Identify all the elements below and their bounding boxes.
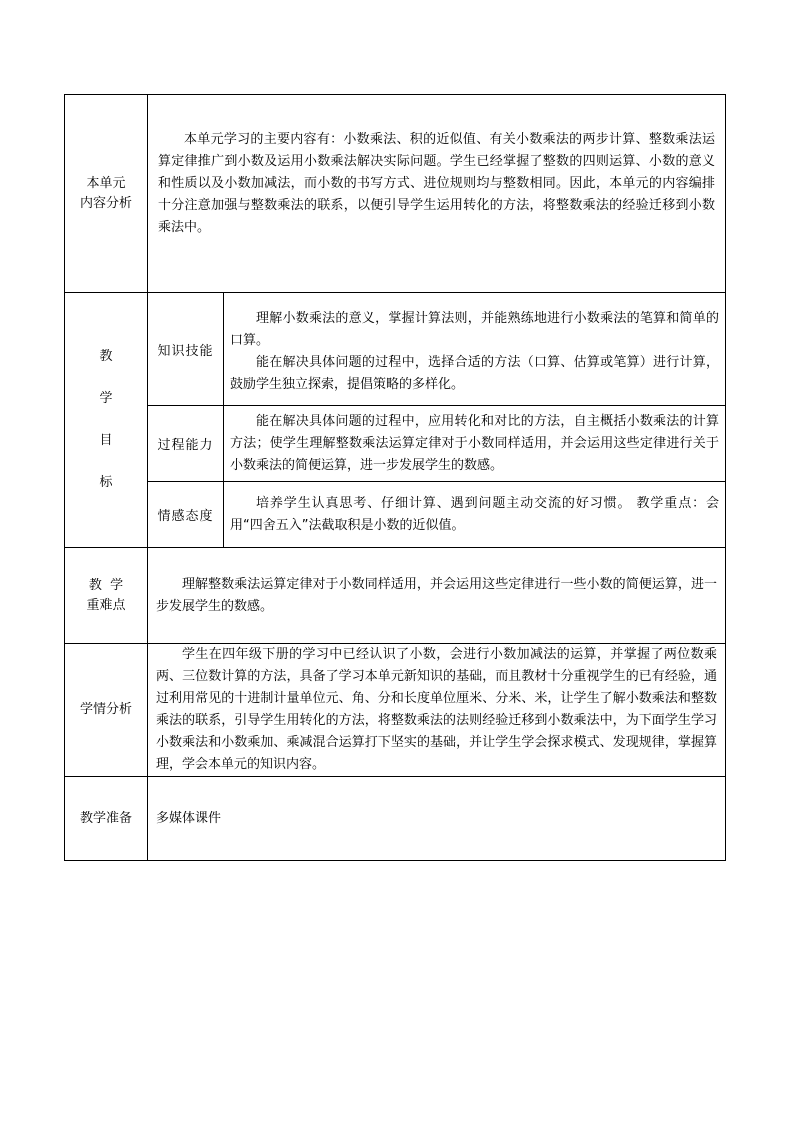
unit-content-label-line2: 内容分析 bbox=[79, 195, 132, 211]
objectives-label-char-1: 教 bbox=[99, 349, 113, 364]
preparation-cell bbox=[148, 777, 726, 861]
learning-analysis-label: 学情分析 bbox=[65, 644, 148, 777]
objectives-label bbox=[65, 293, 148, 548]
key-points-row bbox=[65, 548, 726, 644]
preparation-label: 教学准备 bbox=[65, 777, 148, 861]
unit-content-label bbox=[65, 95, 148, 293]
objective-attitude-row bbox=[65, 482, 726, 548]
objectives-label-char-2: 学 bbox=[99, 391, 113, 406]
key-points-label-line1: 教 学 bbox=[88, 577, 124, 593]
preparation-row bbox=[65, 777, 726, 861]
process-ability-label: 过程能力 bbox=[148, 406, 224, 482]
knowledge-skills-text-1: 理解小数乘法的意义，掌握计算法则，并能熟练地进行小数乘法的笔算和简单的口算。 bbox=[230, 311, 720, 348]
learning-analysis-text: 学生在四年级下册的学习中已经认识了小数，会进行小数加减法的运算，并掌握了两位数乘两、三位数计算的方法，具备了学习本单元新知识的基础，而且教材十分重视学生的已有经验，通过利用常见的十进制计量单位元、角、分和长度单位厘米、分米、米，让学生了解小数乘法和整数乘法的联系，引导学生用转化的方法，将整数乘法的法则经验迁移到小数乘法中，为下面学生学习小数乘法和小数乘加、乘减混合运算打下坚实的基础，并让学生学会探求模式、发现规律，掌握算理，学会本单元的知识内容。 bbox=[156, 647, 718, 772]
objectives-label-char-4: 标 bbox=[99, 475, 113, 490]
attitude-text: 培养学生认真思考、仔细计算、遇到问题主动交流的好习惯。 教学重点：会用“四舍五入”法截取积是小数的近似值。 bbox=[230, 495, 720, 533]
attitude-cell bbox=[224, 482, 726, 548]
unit-content-row bbox=[65, 95, 726, 293]
attitude-label: 情感态度 bbox=[148, 482, 224, 548]
objective-process-row bbox=[65, 406, 726, 482]
knowledge-skills-label: 知识技能 bbox=[148, 293, 224, 406]
unit-content-text: 本单元学习的主要内容有：小数乘法、积的近似值、有关小数乘法的两步计算、整数乘法运算定律推广到小数及运用小数乘法解决实际问题。学生已经掌握了整数的四则运算、小数的意义和性质以及小数加减法，而小数的书写方式、进位规则均与整数相同。因此，本单元的内容编排十分注意加强与整数乘法的联系，以便引导学生运用转化的方法，将整数乘法的经验迁移到小数乘法中。 bbox=[158, 132, 716, 235]
learning-analysis-row bbox=[65, 644, 726, 777]
key-points-label-line2: 重难点 bbox=[86, 597, 126, 613]
lesson-plan-table bbox=[64, 94, 726, 861]
preparation-text: 多媒体课件 bbox=[156, 810, 222, 826]
key-points-text: 理解整数乘法运算定律对于小数同样适用，并会运用这些定律进行一些小数的简便运算，进一步发展学生的数感。 bbox=[156, 576, 718, 614]
knowledge-skills-cell bbox=[224, 293, 726, 406]
unit-content-label-line1: 本单元 bbox=[86, 175, 126, 191]
learning-analysis-cell bbox=[148, 644, 726, 777]
knowledge-skills-text-2: 能在解决具体问题的过程中，选择合适的方法（口算、估算或笔算）进行计算，鼓励学生独立探索，提倡策略的多样化。 bbox=[230, 355, 720, 392]
key-points-label bbox=[65, 548, 148, 644]
objectives-label-char-3: 目 bbox=[99, 433, 113, 448]
objective-knowledge-row bbox=[65, 293, 726, 406]
process-ability-text: 能在解决具体问题的过程中，应用转化和对比的方法，自主概括小数乘法的计算方法；使学生理解整数乘法运算定律对于小数同样适用，并会运用这些定律进行关于小数乘法的简便运算，进一步发展学生的数感。 bbox=[230, 413, 720, 473]
unit-content-cell bbox=[148, 95, 726, 293]
key-points-cell bbox=[148, 548, 726, 644]
process-ability-cell bbox=[224, 406, 726, 482]
